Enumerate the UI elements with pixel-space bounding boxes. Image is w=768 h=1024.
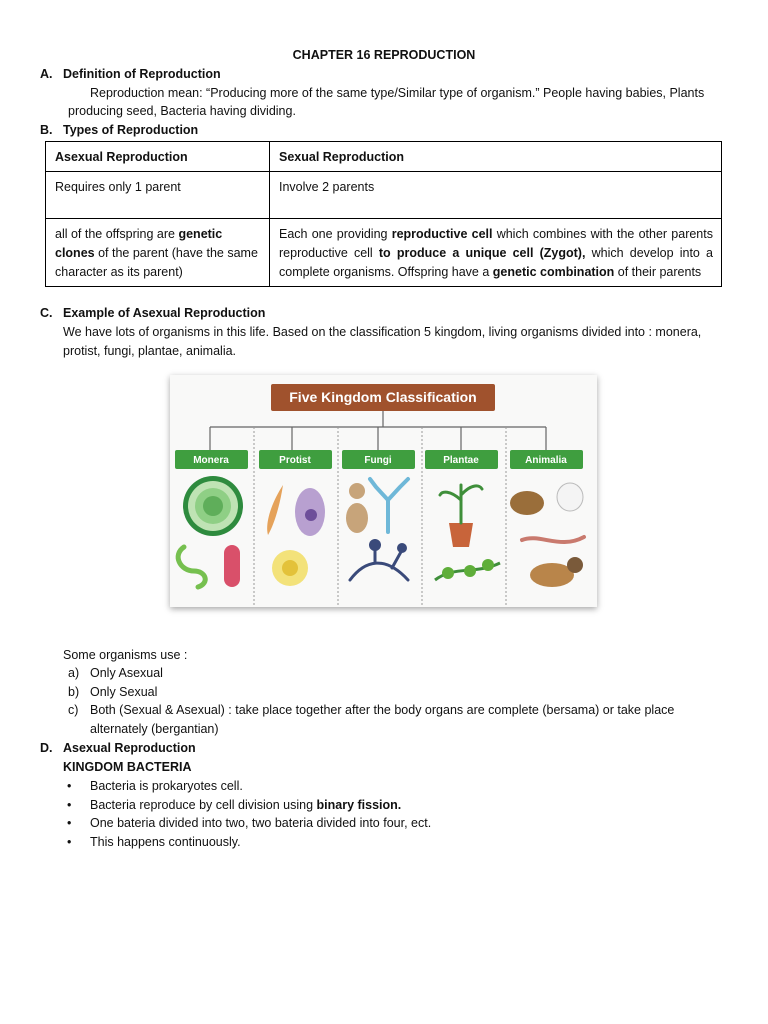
monera-cell-illustration bbox=[183, 476, 243, 536]
table-row bbox=[46, 172, 722, 219]
bullet-icon: • bbox=[67, 779, 72, 793]
kingdom-label-monera: Monera bbox=[193, 455, 229, 466]
dog-head bbox=[567, 557, 583, 573]
spore-illustration bbox=[369, 539, 381, 551]
kingdom-intro-line-2: protist, fungi, plantae, animalia. bbox=[63, 344, 237, 358]
five-kingdom-diagram bbox=[170, 375, 597, 607]
section-c-heading: Example of Asexual Reproduction bbox=[63, 306, 266, 320]
page-title: CHAPTER 16 REPRODUCTION bbox=[292, 48, 476, 62]
kingdom-label-plantae: Plantae bbox=[443, 455, 479, 466]
potted-plant-pot bbox=[449, 523, 473, 547]
bullet-icon: • bbox=[67, 835, 72, 849]
organisms-use-intro: Some organisms use : bbox=[63, 648, 188, 662]
list-marker-c: c) bbox=[68, 703, 79, 717]
section-a-marker: A. bbox=[40, 67, 53, 81]
section-d-marker: D. bbox=[40, 741, 53, 755]
yeast-bud bbox=[349, 483, 365, 499]
header-sexual: Sexual Reproduction bbox=[270, 142, 722, 172]
mold-illustration bbox=[370, 479, 408, 532]
asexual-parents-cell: Requires only 1 parent bbox=[46, 172, 270, 219]
worm-illustration bbox=[522, 537, 584, 542]
frog-illustration bbox=[510, 491, 544, 515]
list-item-both-continued: alternately (bergantian) bbox=[90, 722, 219, 736]
sexual-offspring-cell: Each one providing reproductive cell which combines with the other parents reproductive cell to produce a unique cell (Zygot), which develop into a complete organisms. Offspring have a genetic combination of their parents bbox=[270, 219, 722, 287]
list-marker-b: b) bbox=[68, 685, 80, 699]
kingdom-bacteria-subheading: KINGDOM BACTERIA bbox=[63, 760, 192, 774]
kingdom-label-protist: Protist bbox=[279, 455, 311, 466]
bullet-item: • This happens continuously. bbox=[67, 835, 241, 849]
figure-title: Five Kingdom Classification bbox=[289, 389, 477, 405]
spore-illustration bbox=[397, 543, 407, 553]
reproduction-types-table bbox=[45, 141, 722, 287]
yeast-illustration bbox=[346, 503, 368, 533]
list-item-only-asexual: Only Asexual bbox=[90, 666, 163, 680]
section-c-marker: C. bbox=[40, 306, 53, 320]
bullet-icon: • bbox=[67, 798, 72, 812]
euglena-illustration bbox=[267, 485, 283, 535]
section-d-heading: Asexual Reproduction bbox=[63, 741, 196, 755]
bullet-item: • Bacteria is prokaryotes cell. bbox=[67, 779, 243, 793]
definition-line-1: Reproduction mean: “Producing more of the same type/Similar type of organism.” People having babies, Plants bbox=[90, 86, 705, 100]
section-b-heading: Types of Reproduction bbox=[63, 123, 199, 137]
bullet-icon: • bbox=[67, 816, 72, 830]
paramecium-nucleus bbox=[305, 509, 317, 521]
list-marker-a: a) bbox=[68, 666, 80, 680]
vine-leaf bbox=[482, 559, 494, 571]
section-a-heading: Definition of Reproduction bbox=[63, 67, 221, 81]
list-item-both: Both (Sexual & Asexual) : take place together after the body organs are complete (bersama) or take place bbox=[90, 703, 675, 717]
vine-leaf bbox=[442, 567, 454, 579]
bullet-item: • One bateria divided into two, two bateria divided into four, ect. bbox=[67, 816, 432, 830]
radiolarian-illustration bbox=[272, 550, 308, 586]
sexual-parents-cell: Involve 2 parents bbox=[270, 172, 722, 219]
vine-leaf bbox=[464, 565, 476, 577]
table-row bbox=[46, 219, 722, 287]
table-header-row bbox=[46, 142, 722, 172]
kingdom-labels bbox=[175, 450, 583, 469]
chicken-illustration bbox=[557, 483, 583, 511]
header-asexual: Asexual Reproduction bbox=[46, 142, 270, 172]
section-b-marker: B. bbox=[40, 123, 53, 137]
bullet-item: • Bacteria reproduce by cell division using binary fission. bbox=[67, 798, 402, 812]
five-kingdom-figure bbox=[170, 375, 597, 607]
spirillum-bacteria-illustration bbox=[178, 547, 205, 587]
kingdom-intro-line-1: We have lots of organisms in this life. Based on the classification 5 kingdom, living organisms divided into : monera, bbox=[63, 325, 702, 339]
bacillus-bacteria-illustration bbox=[224, 545, 240, 587]
kingdom-label-animalia: Animalia bbox=[525, 455, 567, 466]
definition-line-2: producing seed, Bacteria having dividing. bbox=[68, 104, 296, 118]
potted-plant-leaves bbox=[440, 485, 482, 523]
kingdom-label-fungi: Fungi bbox=[364, 455, 392, 466]
asexual-offspring-cell: all of the offspring are genetic clones of the parent (have the same character as its parent) bbox=[46, 219, 270, 287]
list-item-only-sexual: Only Sexual bbox=[90, 685, 158, 699]
